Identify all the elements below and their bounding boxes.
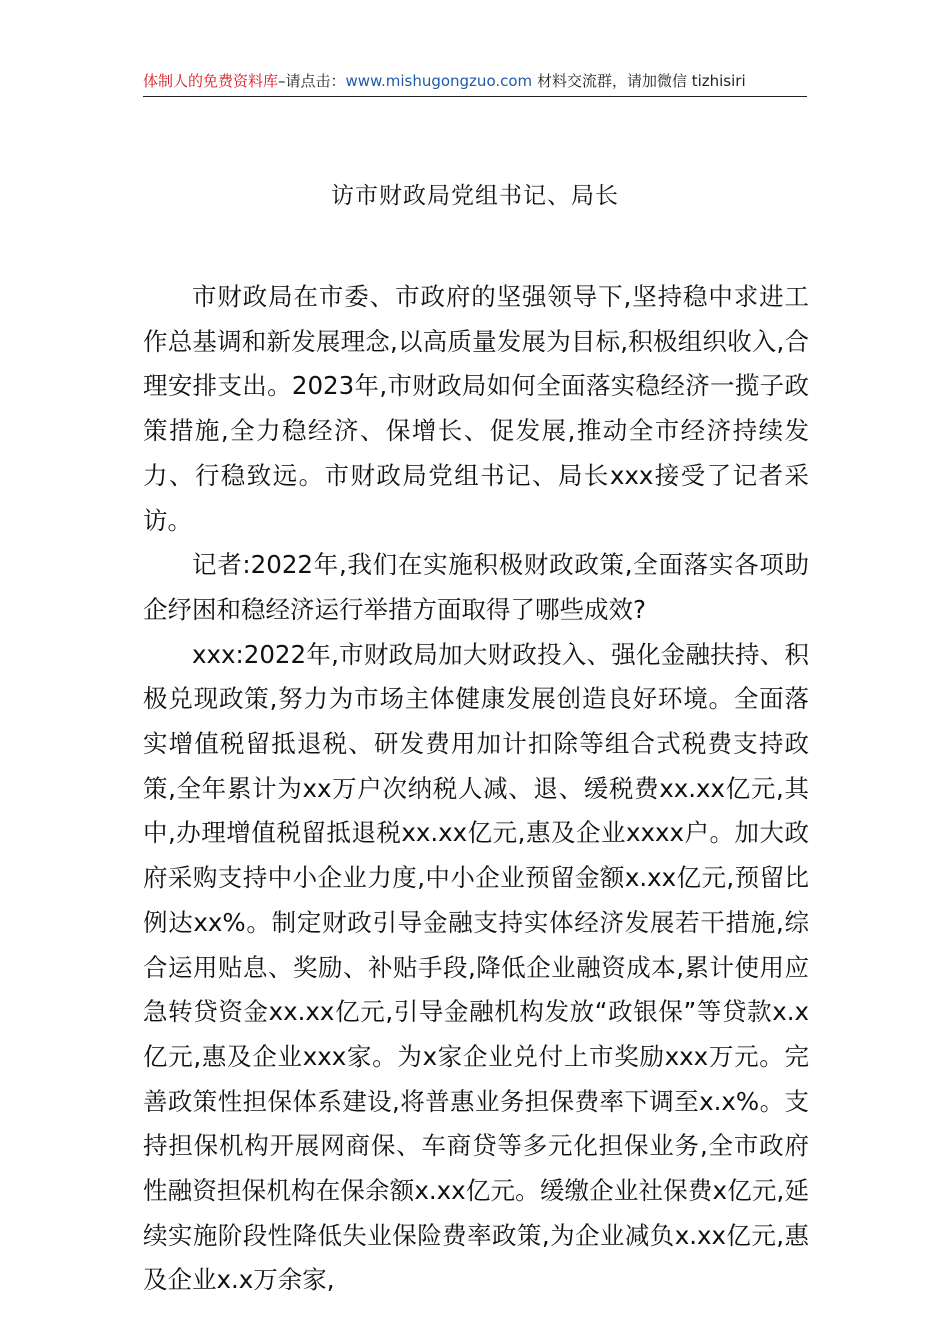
header-brand: 体制人的免费资料库	[143, 72, 279, 90]
paragraph-question: 记者:2022年,我们在实施积极财政政策,全面落实各项助企纾困和稳经济运行举措方面取得了哪些成效?	[143, 550, 809, 624]
article-body	[143, 275, 809, 1303]
paragraph-answer: xxx:2022年,市财政局加大财政投入、强化金融扶持、积极兑现政策,努力为市场主体健康发展创造良好环境。全面落实增值税留抵退税、研发费用加计扣除等组合式税费支持政策,全年累计为xx万户次纳税人减、退、缓税费xx.xx亿元,其中,办理增值税留抵退税xx.xx亿元,惠及企业xxxx户。加大政府采购支持中小企业力度,中小企业预留金额x.xx亿元,预留比例达xx%。制定财政引导金融支持实体经济发展若干措施,综合运用贴息、奖励、补贴手段,降低企业融资成本,累计使用应急转贷资金xx.xx亿元,引导金融机构发放“政银保”等贷款x.x亿元,惠及企业xxx家。为x家企业兑付上市奖励xxx万元。完善政策性担保体系建设,将普惠业务担保费率下调至x.x%。支持担保机构开展网商保、车商贷等多元化担保业务,全市政府性融资担保机构在保余额x.xx亿元。缓缴企业社保费x亿元,延续实施阶段性降低失业保险费率政策,为企业减负x.xx亿元,惠及企业x.x万余家,	[143, 639, 809, 1295]
article-title: 访市财政局党组书记、局长	[331, 183, 619, 209]
header-contact: 材料交流群，请加微信 tizhisiri	[532, 72, 746, 90]
header-link[interactable]: www.mishugongzuo.com	[345, 72, 533, 90]
header-prompt: –请点击：	[278, 72, 346, 90]
page-header	[143, 70, 807, 97]
paragraph-intro: 市财政局在市委、市政府的坚强领导下,坚持稳中求进工作总基调和新发展理念,以高质量发展为目标,积极组织收入,合理安排支出。2023年,市财政局如何全面落实稳经济一揽子政策措施,全力稳经济、保增长、促发展,推动全市经济持续发力、行稳致远。市财政局党组书记、局长xxx接受了记者采访。	[143, 282, 809, 535]
